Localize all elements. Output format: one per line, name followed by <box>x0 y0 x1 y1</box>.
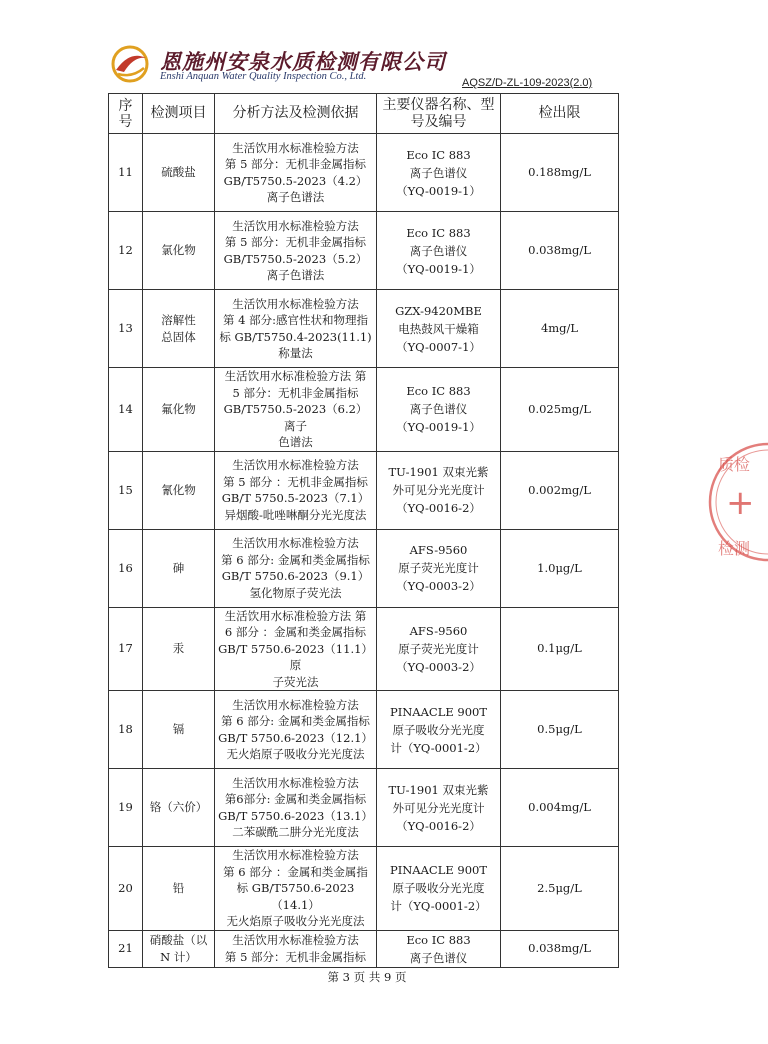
-line: 溶解性 <box>161 312 196 327</box>
-line: 5 部分：无机非金属指标 <box>232 385 359 400</box>
row-limit: 0.188mg/L <box>501 134 619 212</box>
-line: 砷 <box>172 560 185 575</box>
row-instrument <box>377 607 501 691</box>
-line: 色谱法 <box>278 435 313 449</box>
row-method <box>215 607 377 691</box>
row-seq: 16 <box>109 529 143 607</box>
row-method <box>215 134 377 212</box>
header-item: 检测项目 <box>143 94 215 134</box>
row-limit: 1.0μg/L <box>501 529 619 607</box>
row-limit: 4mg/L <box>501 290 619 368</box>
-line: 氟化物 <box>161 401 196 416</box>
-line: GB/T 5750.6-2023（13.1） <box>218 808 373 823</box>
-line: AFS-9560 <box>409 623 468 638</box>
-line: GB/T5750.5-2023（5.2） <box>223 251 368 266</box>
-line: 生活饮用水标准检验方法 <box>232 140 359 155</box>
row-seq: 19 <box>109 769 143 847</box>
table-row <box>109 930 619 967</box>
-line: 第 5 部分：无机非金属指标 <box>224 157 367 171</box>
header-seq: 序号 <box>109 94 143 134</box>
row-item <box>143 529 215 607</box>
-line: GB/T 5750.6-2023（12.1） <box>218 730 373 745</box>
inspection-seal-stamp <box>708 432 768 572</box>
table-row <box>109 212 619 290</box>
header-limit: 检出限 <box>501 94 619 134</box>
-line: 氯化物 <box>161 243 196 257</box>
-line: 生活饮用水标准检验方法 <box>232 296 359 311</box>
svg-text:检测: 检测 <box>718 539 751 558</box>
row-method <box>215 769 377 847</box>
-line: PINAACLE 900T <box>389 704 488 719</box>
company-name-en: Enshi Anquan Water Quality Inspection Co., Ltd. <box>160 71 367 82</box>
row-instrument <box>377 529 501 607</box>
page-number: 第 3 页 共 9 页 <box>327 970 407 984</box>
row-item <box>143 847 215 931</box>
row-item <box>143 451 215 529</box>
-line: 离子色谱仪 <box>409 243 468 258</box>
-line: （YQ-0019-1） <box>396 183 481 198</box>
svg-text:质检: 质检 <box>718 455 751 474</box>
-line: （YQ-0003-2） <box>396 659 481 674</box>
document-code: AQSZ/D-ZL-109-2023(2.0) <box>462 77 593 89</box>
-line: 离子色谱仪 <box>409 950 468 965</box>
-line: 计（YQ-0001-2） <box>390 899 487 914</box>
-line: TU-1901 双束光紫 <box>388 465 489 479</box>
header-instrument: 主要仪器名称、型号及编号 <box>377 94 501 134</box>
table-row <box>109 451 619 529</box>
row-item <box>143 769 215 847</box>
row-limit: 0.002mg/L <box>501 451 619 529</box>
row-method <box>215 529 377 607</box>
row-instrument <box>377 290 501 368</box>
-line: 计（YQ-0001-2） <box>390 740 487 755</box>
-line: （YQ-0019-1） <box>396 420 481 435</box>
row-method <box>215 930 377 967</box>
row-seq: 12 <box>109 212 143 290</box>
-line: Eco IC 883 <box>406 147 471 162</box>
-line: 标 GB/T5750.4-2023(11.1) <box>219 329 372 344</box>
row-seq: 20 <box>109 847 143 931</box>
-line: 生活饮用水标准检验方法 第 <box>224 369 367 383</box>
row-method <box>215 691 377 769</box>
row-instrument <box>377 212 501 290</box>
row-item <box>143 212 215 290</box>
-line: GZX-9420MBE <box>395 303 482 318</box>
-line: 生活饮用水标准检验方法 <box>232 697 359 712</box>
-line: TU-1901 双束光紫 <box>388 782 489 797</box>
company-name-cn: 恩施州安泉水质检测有限公司 <box>160 49 446 74</box>
-line: 第 6 部分: 金属和类金属指标 <box>221 714 370 728</box>
table-header-row <box>109 94 619 134</box>
-line: 原子吸收分光光度 <box>392 722 485 737</box>
row-seq: 17 <box>109 607 143 691</box>
-line: 生活饮用水标准检验方法 <box>232 458 359 472</box>
table-row <box>109 529 619 607</box>
-line: （YQ-0019-1） <box>396 261 481 276</box>
row-instrument <box>377 134 501 212</box>
row-method <box>215 290 377 368</box>
row-seq: 11 <box>109 134 143 212</box>
row-instrument <box>377 769 501 847</box>
row-seq: 13 <box>109 290 143 368</box>
-line: 二苯碳酰二肼分光光度法 <box>232 825 359 839</box>
-line: 铬（六价） <box>149 800 208 814</box>
row-item <box>143 930 215 967</box>
row-limit: 0.1μg/L <box>501 607 619 691</box>
-line: 无火焰原子吸收分光光度法 <box>226 747 365 761</box>
-line: 氢化物原子荧光法 <box>249 585 342 600</box>
-line: 总固体 <box>161 329 196 344</box>
-line: （YQ-0016-2） <box>396 501 481 515</box>
-line: （YQ-0016-2） <box>396 818 481 833</box>
row-instrument <box>377 930 501 967</box>
row-item <box>143 290 215 368</box>
row-item <box>143 691 215 769</box>
-line: Eco IC 883 <box>406 225 471 240</box>
-line: 第 6 部分 ：金属和类金属指 <box>223 864 368 879</box>
-line: 6 部分 ：金属和类金属指标 <box>224 625 367 639</box>
-line: 第 6 部分: 金属和类金属指标 <box>221 552 370 567</box>
table-row <box>109 691 619 769</box>
-line: 生活饮用水标准检验方法 第 <box>224 608 367 623</box>
row-instrument <box>377 451 501 529</box>
-line: （YQ-0003-2） <box>396 579 481 593</box>
header-method: 分析方法及检测依据 <box>215 94 377 134</box>
-line: PINAACLE 900T <box>389 863 488 878</box>
-line: N 计） <box>160 949 197 964</box>
row-limit: 0.038mg/L <box>501 212 619 290</box>
-line: 标 GB/T5750.6-2023（14.1） <box>236 881 355 912</box>
-line: 硝酸盐（以 <box>149 932 208 947</box>
-line: 无火焰原子吸收分光光度法 <box>226 914 365 928</box>
row-item <box>143 607 215 691</box>
row-item <box>143 134 215 212</box>
-line: （YQ-0007-1） <box>396 339 481 354</box>
-line: 第 5 部分：无机非金属指标 <box>224 235 367 249</box>
-line: 子荧光法 <box>272 674 319 689</box>
row-method <box>215 451 377 529</box>
table-row <box>109 847 619 931</box>
-line: 原子荧光光度计 <box>398 561 479 575</box>
-line: Eco IC 883 <box>406 384 471 399</box>
-line: 铅 <box>172 880 185 895</box>
-line: GB/T 5750.5-2023（7.1） <box>221 491 370 505</box>
-line: AFS-9560 <box>409 543 468 557</box>
-line: 第 5 部分 ：无机非金属指标 <box>223 474 368 489</box>
-line: GB/T 5750.6-2023（9.1） <box>221 569 370 583</box>
-line: 外可见分光光度计 <box>392 800 485 815</box>
row-seq: 14 <box>109 368 143 452</box>
table-row <box>109 134 619 212</box>
row-limit: 0.5μg/L <box>501 691 619 769</box>
row-limit: 0.004mg/L <box>501 769 619 847</box>
-line: 生活饮用水标准检验方法 <box>232 933 359 947</box>
row-seq: 18 <box>109 691 143 769</box>
row-instrument <box>377 368 501 452</box>
row-limit: 2.5μg/L <box>501 847 619 931</box>
row-method <box>215 847 377 931</box>
-line: 第 4 部分:感官性状和物理指 <box>222 313 368 327</box>
-line: 镉 <box>172 722 185 736</box>
row-method <box>215 368 377 452</box>
-line: GB/T5750.5-2023（4.2） <box>223 173 368 188</box>
-line: 外可见分光光度计 <box>392 483 485 497</box>
table-row <box>109 607 619 691</box>
-line: 生活饮用水标准检验方法 <box>232 218 359 233</box>
row-seq: 21 <box>109 930 143 967</box>
row-seq: 15 <box>109 451 143 529</box>
row-limit: 0.025mg/L <box>501 368 619 452</box>
-line: GB/T5750.5-2023（6.2）离子 <box>223 402 368 433</box>
company-logo-icon <box>108 44 154 84</box>
row-instrument <box>377 847 501 931</box>
-line: 汞 <box>172 641 185 656</box>
row-method <box>215 212 377 290</box>
-line: 生活饮用水标准检验方法 <box>232 848 359 862</box>
-line: 称量法 <box>278 346 313 360</box>
-line: 生活饮用水标准检验方法 <box>232 775 359 790</box>
-line: Eco IC 883 <box>406 932 471 947</box>
-line: 生活饮用水标准检验方法 <box>232 536 359 550</box>
-line: 第 5 部分：无机非金属指标 <box>224 949 367 964</box>
table-row <box>109 368 619 452</box>
-line: 离子色谱法 <box>266 268 325 282</box>
-line: 原子荧光光度计 <box>398 641 479 656</box>
table-row <box>109 769 619 847</box>
-line: 离子色谱仪 <box>409 402 468 417</box>
-line: GB/T 5750.6-2023（11.1）原 <box>218 641 373 672</box>
-line: 第6部分: 金属和类金属指标 <box>224 792 367 806</box>
-line: 硫酸盐 <box>161 165 196 179</box>
row-limit: 0.038mg/L <box>501 930 619 967</box>
-line: 原子吸收分光光度 <box>392 881 485 896</box>
-line: 氰化物 <box>161 482 196 497</box>
row-instrument <box>377 691 501 769</box>
svg-text:+: + <box>726 483 755 523</box>
-line: 离子色谱仪 <box>409 165 468 180</box>
-line: 异烟酸-吡唑啉酮分光光度法 <box>224 507 367 522</box>
-line: 离子色谱法 <box>266 190 325 204</box>
row-item <box>143 368 215 452</box>
inspection-methods-table <box>108 93 619 968</box>
-line: 电热鼓风干燥箱 <box>398 321 479 336</box>
table-row <box>109 290 619 368</box>
